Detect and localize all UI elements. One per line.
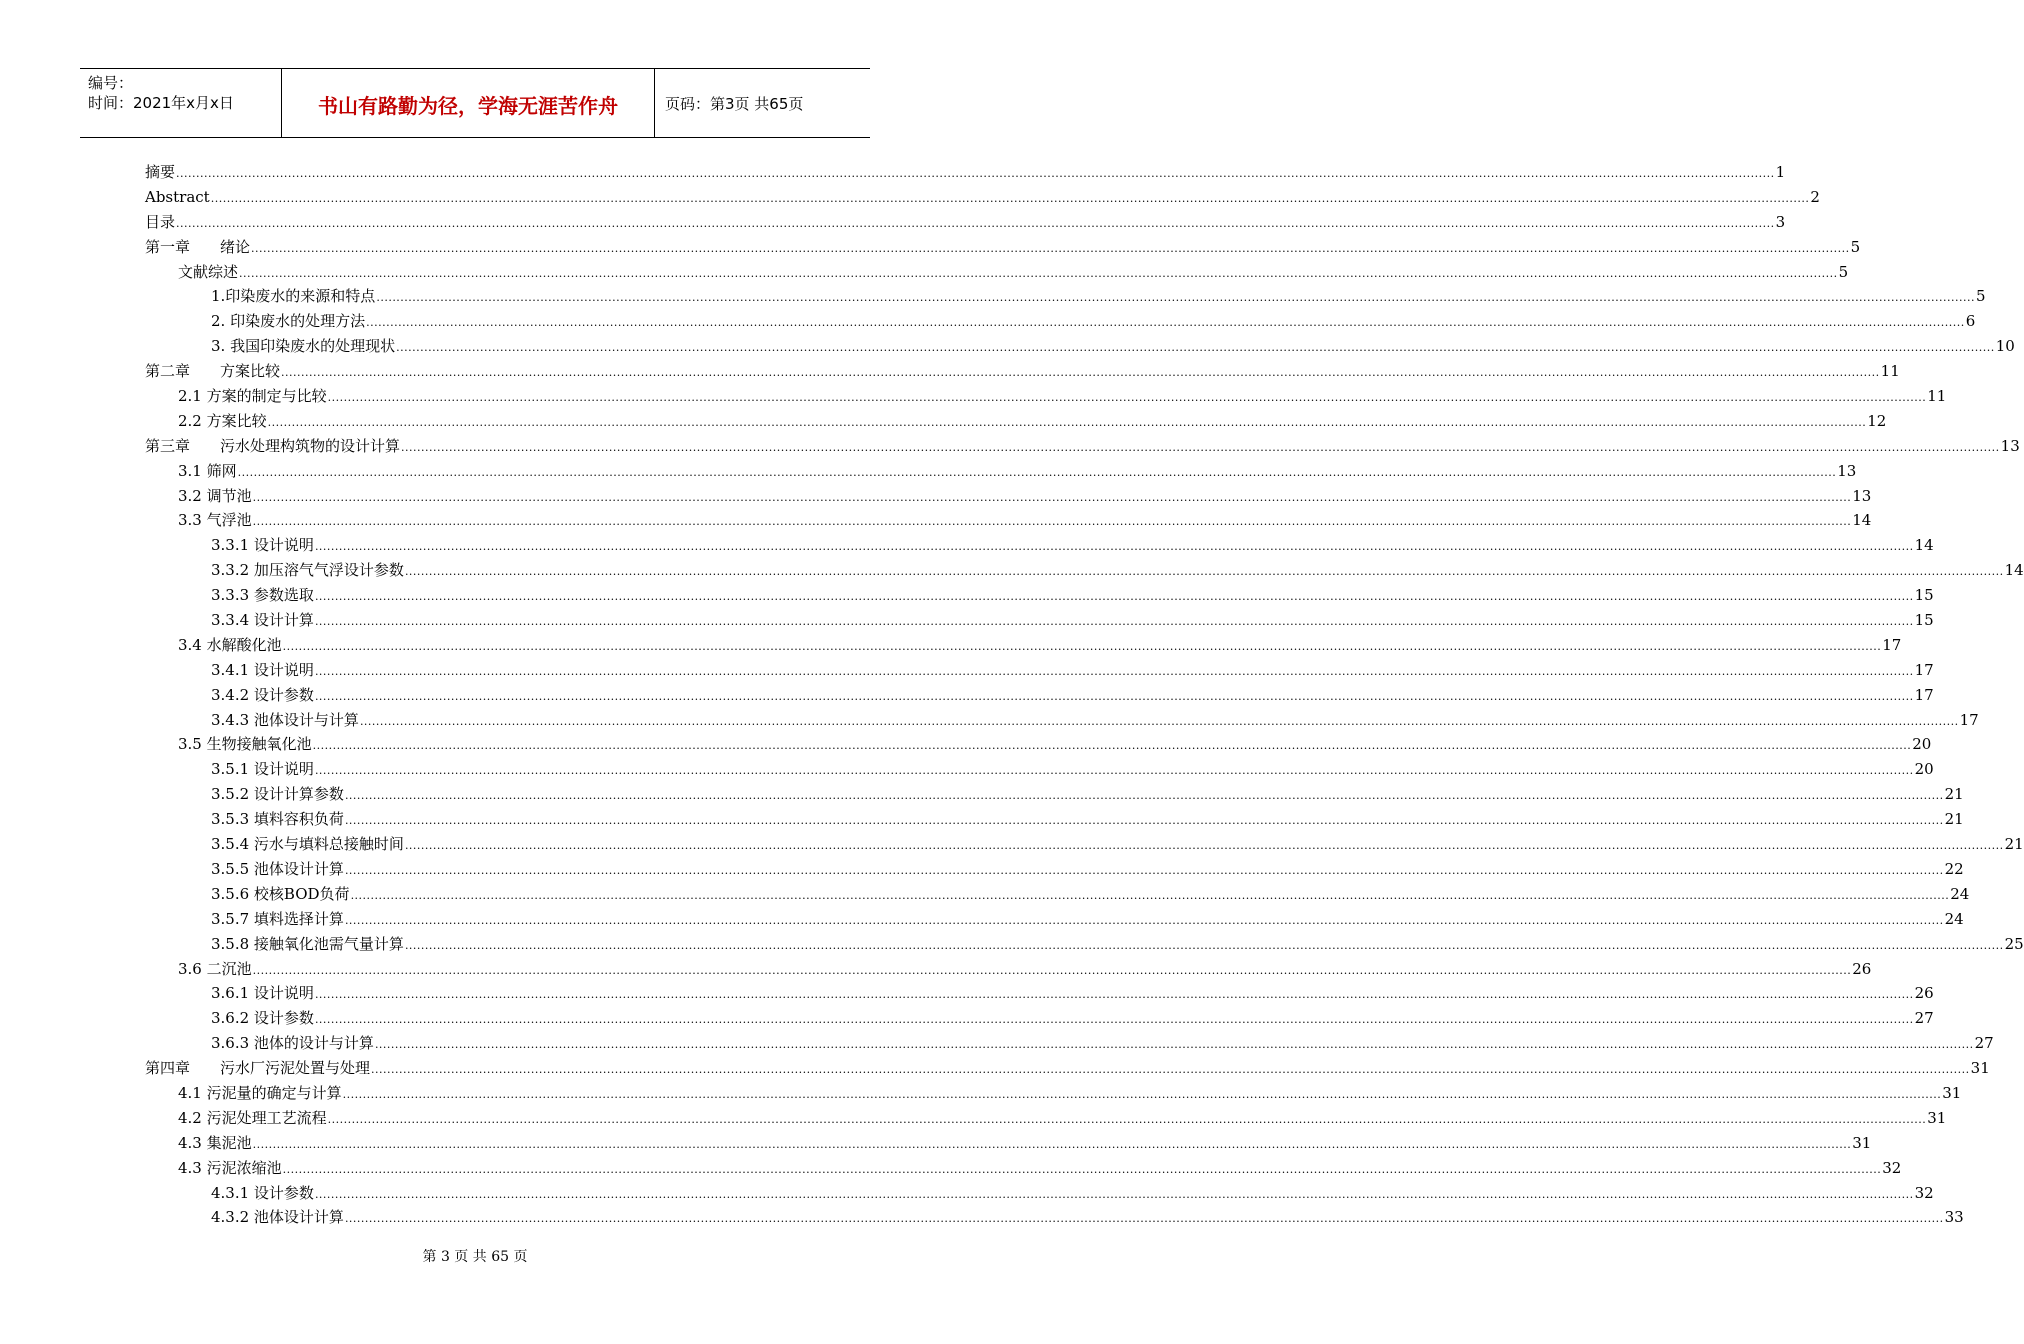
toc-dot-leader: ................................................................................................................................................................................................................................................................................................................................................................................................................ bbox=[239, 266, 1838, 280]
toc-entry-label: 3.3.4 设计计算 bbox=[211, 611, 314, 630]
header-motto: 书山有路勤为径，学海无涯苦作舟 bbox=[282, 69, 655, 137]
toc-entry-page: 20 bbox=[1912, 735, 1932, 754]
toc-entry-page: 31 bbox=[1970, 1059, 1990, 1078]
toc-dot-leader: ................................................................................................................................................................................................................................................................................................................................................................................................................ bbox=[210, 191, 1810, 205]
toc-entry-label: 第一章 绪论 bbox=[145, 237, 251, 256]
toc-entry-page: 27 bbox=[1974, 1034, 1994, 1053]
toc-entry-page: 5 bbox=[1975, 287, 1986, 306]
toc-dot-leader: ................................................................................................................................................................................................................................................................................................................................................................................................................ bbox=[314, 1013, 1914, 1027]
toc-entry-page: 12 bbox=[1867, 411, 1887, 430]
toc-entry-label: 3.5.5 池体设计计算 bbox=[211, 859, 344, 878]
toc-entry-page: 14 bbox=[1914, 536, 1934, 555]
toc-entry[interactable] bbox=[145, 1006, 1934, 1031]
toc-entry-page: 5 bbox=[1850, 237, 1861, 256]
toc-entry-page: 31 bbox=[1852, 1133, 1872, 1152]
page-footer: 第 3 页 共 65 页 bbox=[422, 1249, 528, 1265]
toc-entry-label: 第三章 污水处理构筑物的设计计算 bbox=[145, 436, 401, 455]
toc-dot-leader: ................................................................................................................................................................................................................................................................................................................................................................................................................ bbox=[282, 639, 1882, 653]
toc-entry[interactable] bbox=[145, 583, 1934, 608]
toc-entry[interactable] bbox=[145, 484, 1872, 509]
toc-dot-leader: ................................................................................................................................................................................................................................................................................................................................................................................................................ bbox=[252, 490, 1852, 504]
toc-dot-leader: ................................................................................................................................................................................................................................................................................................................................................................................................................ bbox=[344, 789, 1944, 803]
toc-entry-label: 3.3 气浮池 bbox=[178, 511, 252, 530]
toc-dot-leader: ................................................................................................................................................................................................................................................................................................................................................................................................................ bbox=[404, 938, 2004, 952]
toc-entry[interactable] bbox=[145, 1056, 1990, 1081]
toc-entry-label: 摘要 bbox=[145, 163, 176, 181]
toc-entry-page: 17 bbox=[1914, 660, 1934, 679]
toc-entry-label: 目录 bbox=[145, 212, 176, 231]
toc-entry-page: 11 bbox=[1927, 387, 1947, 406]
toc-dot-leader: ................................................................................................................................................................................................................................................................................................................................................................................................................ bbox=[252, 1137, 1852, 1151]
toc-entry-label: 3.6.3 池体的设计与计算 bbox=[211, 1034, 374, 1053]
toc-dot-leader: ................................................................................................................................................................................................................................................................................................................................................................................................................ bbox=[314, 615, 1914, 629]
header-page-info: 页码：第3页 共65页 bbox=[665, 94, 804, 113]
toc-entry-page: 5 bbox=[1838, 262, 1849, 281]
toc-dot-leader: ................................................................................................................................................................................................................................................................................................................................................................................................................ bbox=[251, 241, 1850, 255]
toc-entry-label: 3.4 水解酸化池 bbox=[178, 635, 282, 654]
toc-entry-page: 13 bbox=[2000, 436, 2020, 455]
toc-entry[interactable] bbox=[145, 832, 2024, 857]
toc-dot-leader: ................................................................................................................................................................................................................................................................................................................................................................................................................ bbox=[314, 764, 1914, 778]
toc-entry-page: 21 bbox=[1944, 785, 1964, 804]
toc-entry[interactable] bbox=[145, 1156, 1902, 1181]
toc-entry[interactable] bbox=[145, 533, 1934, 558]
toc-dot-leader: ................................................................................................................................................................................................................................................................................................................................................................................................................ bbox=[344, 814, 1944, 828]
toc-entry-page: 15 bbox=[1914, 611, 1934, 630]
toc-entry-label: 3.1 筛网 bbox=[178, 461, 237, 480]
toc-entry-page: 2 bbox=[1810, 187, 1820, 206]
toc-entry-page: 17 bbox=[1882, 635, 1902, 654]
toc-entry-page: 21 bbox=[1944, 810, 1964, 829]
toc-dot-leader: ................................................................................................................................................................................................................................................................................................................................................................................................................ bbox=[404, 839, 2004, 853]
toc-entry[interactable] bbox=[145, 683, 1934, 708]
toc-entry-page: 26 bbox=[1852, 959, 1872, 978]
toc-entry[interactable] bbox=[145, 210, 1786, 235]
toc-entry[interactable] bbox=[145, 1181, 1934, 1206]
toc-entry-label: 3.6 二沉池 bbox=[178, 959, 252, 978]
toc-entry[interactable] bbox=[145, 508, 1872, 533]
toc-entry-label: 4.3.2 池体设计计算 bbox=[211, 1208, 344, 1227]
toc-entry[interactable] bbox=[145, 882, 1970, 907]
toc-entry[interactable] bbox=[145, 782, 1964, 807]
toc-dot-leader: ................................................................................................................................................................................................................................................................................................................................................................................................................ bbox=[350, 888, 1950, 902]
toc-dot-leader: ................................................................................................................................................................................................................................................................................................................................................................................................................ bbox=[282, 1162, 1882, 1176]
toc-dot-leader: ................................................................................................................................................................................................................................................................................................................................................................................................................ bbox=[371, 1063, 1970, 1077]
serial-label: 编号： bbox=[88, 74, 134, 92]
toc-entry-label: 3.3.3 参数选取 bbox=[211, 586, 314, 605]
toc-dot-leader: ................................................................................................................................................................................................................................................................................................................................................................................................................ bbox=[281, 366, 1880, 380]
toc-entry-label: 3.4.3 池体设计与计算 bbox=[211, 710, 359, 729]
toc-entry-label: Abstract bbox=[145, 187, 210, 206]
page-header bbox=[80, 68, 870, 138]
toc-entry-page: 32 bbox=[1914, 1183, 1934, 1202]
toc-dot-leader: ................................................................................................................................................................................................................................................................................................................................................................................................................ bbox=[314, 1187, 1914, 1201]
toc-entry[interactable] bbox=[145, 185, 1820, 210]
toc-entry-label: 3.6.2 设计参数 bbox=[211, 1009, 314, 1028]
toc-entry[interactable] bbox=[145, 409, 1887, 434]
toc-entry[interactable] bbox=[145, 1106, 1947, 1131]
toc-entry-page: 24 bbox=[1944, 909, 1964, 928]
toc-entry-page: 14 bbox=[1852, 511, 1872, 530]
toc-entry[interactable] bbox=[145, 1031, 1994, 1056]
toc-entry[interactable] bbox=[145, 633, 1902, 658]
toc-entry-page: 25 bbox=[2004, 934, 2024, 953]
toc-entry-label: 3.4.2 设计参数 bbox=[211, 685, 314, 704]
toc-entry-label: 4.3.1 设计参数 bbox=[211, 1183, 314, 1202]
toc-entry-page: 10 bbox=[1995, 337, 2015, 356]
toc-entry-page: 6 bbox=[1965, 312, 1976, 331]
toc-dot-leader: ................................................................................................................................................................................................................................................................................................................................................................................................................ bbox=[366, 316, 1965, 330]
toc-entry-label: 第四章 污水厂污泥处置与处理 bbox=[145, 1059, 371, 1078]
toc-entry-page: 13 bbox=[1852, 486, 1872, 505]
toc-dot-leader: ................................................................................................................................................................................................................................................................................................................................................................................................................ bbox=[314, 664, 1914, 678]
toc-entry-page: 3 bbox=[1775, 212, 1786, 231]
toc-entry[interactable] bbox=[145, 608, 1934, 633]
toc-dot-leader: ................................................................................................................................................................................................................................................................................................................................................................................................................ bbox=[327, 1112, 1927, 1126]
toc-entry[interactable] bbox=[145, 1205, 1964, 1230]
toc-dot-leader: ................................................................................................................................................................................................................................................................................................................................................................................................................ bbox=[267, 415, 1867, 429]
toc-dot-leader: ................................................................................................................................................................................................................................................................................................................................................................................................................ bbox=[401, 440, 2000, 454]
toc-dot-leader: ................................................................................................................................................................................................................................................................................................................................................................................................................ bbox=[176, 167, 1775, 180]
toc-entry-label: 3.5 生物接触氧化池 bbox=[178, 735, 312, 754]
toc-dot-leader: ................................................................................................................................................................................................................................................................................................................................................................................................................ bbox=[342, 1087, 1942, 1101]
toc-entry[interactable] bbox=[145, 732, 1932, 757]
toc-entry[interactable] bbox=[145, 1081, 1962, 1106]
toc-entry-page: 22 bbox=[1944, 859, 1964, 878]
toc-dot-leader: ................................................................................................................................................................................................................................................................................................................................................................................................................ bbox=[344, 1212, 1944, 1226]
toc-entry[interactable] bbox=[145, 359, 1900, 384]
toc-entry-page: 14 bbox=[2004, 561, 2024, 580]
toc-entry-label: 2.2 方案比较 bbox=[178, 411, 267, 430]
date-label: 时间：2021年x月x日 bbox=[88, 94, 234, 112]
toc-entry-page: 27 bbox=[1914, 1009, 1934, 1028]
toc-entry[interactable] bbox=[145, 757, 1934, 782]
toc-entry-label: 4.2 污泥处理工艺流程 bbox=[178, 1108, 327, 1127]
toc-entry-page: 13 bbox=[1837, 461, 1857, 480]
toc-dot-leader: ................................................................................................................................................................................................................................................................................................................................................................................................................ bbox=[252, 515, 1852, 529]
toc-entry-label: 3.5.2 设计计算参数 bbox=[211, 785, 344, 804]
toc-entry-label: 3.5.4 污水与填料总接触时间 bbox=[211, 835, 404, 854]
toc-dot-leader: ................................................................................................................................................................................................................................................................................................................................................................................................................ bbox=[312, 739, 1912, 753]
toc-entry-label: 2.1 方案的制定与比较 bbox=[178, 387, 327, 406]
toc-entry-label: 3. 我国印染废水的处理现状 bbox=[211, 337, 396, 356]
toc-entry[interactable] bbox=[145, 658, 1934, 683]
toc-entry-label: 4.3 集泥池 bbox=[178, 1133, 252, 1152]
toc-entry[interactable] bbox=[145, 459, 1857, 484]
toc-entry[interactable] bbox=[145, 284, 1986, 309]
toc-entry-label: 4.3 污泥浓缩池 bbox=[178, 1158, 282, 1177]
toc-entry-page: 17 bbox=[1959, 710, 1979, 729]
toc-dot-leader: ................................................................................................................................................................................................................................................................................................................................................................................................................ bbox=[404, 565, 2004, 579]
toc-entry-label: 3.4.1 设计说明 bbox=[211, 660, 314, 679]
toc-entry-page: 15 bbox=[1914, 586, 1934, 605]
toc-entry-label: 3.3.1 设计说明 bbox=[211, 536, 314, 555]
toc-dot-leader: ................................................................................................................................................................................................................................................................................................................................................................................................................ bbox=[344, 863, 1944, 877]
toc-entry-page: 32 bbox=[1882, 1158, 1902, 1177]
toc-entry[interactable] bbox=[145, 932, 2024, 957]
toc-entry-label: 3.3.2 加压溶气气浮设计参数 bbox=[211, 561, 404, 580]
toc-entry-page: 17 bbox=[1914, 685, 1934, 704]
toc-entry-page: 20 bbox=[1914, 760, 1934, 779]
toc-entry-page: 11 bbox=[1880, 362, 1900, 381]
toc-dot-leader: ................................................................................................................................................................................................................................................................................................................................................................................................................ bbox=[237, 465, 1837, 479]
toc-entry[interactable] bbox=[145, 160, 1786, 185]
toc-entry[interactable] bbox=[145, 235, 1861, 260]
toc-entry-label: 3.2 调节池 bbox=[178, 486, 252, 505]
toc-entry[interactable] bbox=[145, 1131, 1872, 1156]
toc-entry-page: 31 bbox=[1942, 1083, 1962, 1102]
toc-entry[interactable] bbox=[145, 807, 1964, 832]
toc-entry-label: 3.5.3 填料容积负荷 bbox=[211, 810, 344, 829]
toc-dot-leader: ................................................................................................................................................................................................................................................................................................................................................................................................................ bbox=[314, 590, 1914, 604]
toc-dot-leader: ................................................................................................................................................................................................................................................................................................................................................................................................................ bbox=[314, 689, 1914, 703]
toc-dot-leader: ................................................................................................................................................................................................................................................................................................................................................................................................................ bbox=[374, 1038, 1974, 1052]
toc-dot-leader: ................................................................................................................................................................................................................................................................................................................................................................................................................ bbox=[176, 216, 1775, 230]
toc-entry[interactable] bbox=[145, 708, 1979, 733]
toc-dot-leader: ................................................................................................................................................................................................................................................................................................................................................................................................................ bbox=[396, 341, 1995, 355]
header-meta bbox=[80, 69, 282, 137]
toc-entry-label: 3.5.8 接触氧化池需气量计算 bbox=[211, 934, 404, 953]
toc-dot-leader: ................................................................................................................................................................................................................................................................................................................................................................................................................ bbox=[252, 963, 1852, 977]
toc-entry[interactable] bbox=[145, 957, 1872, 982]
toc-entry[interactable] bbox=[145, 981, 1934, 1006]
toc-entry-page: 21 bbox=[2004, 835, 2024, 854]
toc-entry-label: 1.印染废水的来源和特点 bbox=[211, 287, 376, 306]
toc-entry-label: 3.5.1 设计说明 bbox=[211, 760, 314, 779]
toc-entry[interactable] bbox=[145, 857, 1964, 882]
toc-entry-label: 2. 印染废水的处理方法 bbox=[211, 312, 366, 331]
toc-entry-page: 31 bbox=[1927, 1108, 1947, 1127]
table-of-contents bbox=[145, 160, 2024, 1230]
toc-dot-leader: ................................................................................................................................................................................................................................................................................................................................................................................................................ bbox=[359, 714, 1959, 728]
toc-dot-leader: ................................................................................................................................................................................................................................................................................................................................................................................................................ bbox=[314, 540, 1914, 554]
toc-entry-page: 1 bbox=[1775, 163, 1786, 181]
toc-entry[interactable] bbox=[145, 384, 1947, 409]
toc-entry-page: 26 bbox=[1914, 984, 1934, 1003]
toc-entry[interactable] bbox=[145, 260, 1849, 285]
toc-dot-leader: ................................................................................................................................................................................................................................................................................................................................................................................................................ bbox=[314, 988, 1914, 1002]
toc-entry-label: 3.5.6 校核BOD负荷 bbox=[211, 884, 350, 903]
toc-entry[interactable] bbox=[145, 907, 1964, 932]
toc-entry[interactable] bbox=[145, 309, 1976, 334]
toc-entry-label: 3.5.7 填料选择计算 bbox=[211, 909, 344, 928]
toc-entry[interactable] bbox=[145, 558, 2024, 583]
toc-dot-leader: ................................................................................................................................................................................................................................................................................................................................................................................................................ bbox=[327, 391, 1927, 405]
toc-entry[interactable] bbox=[145, 334, 2015, 359]
toc-dot-leader: ................................................................................................................................................................................................................................................................................................................................................................................................................ bbox=[344, 913, 1944, 927]
toc-entry-label: 第二章 方案比较 bbox=[145, 362, 281, 381]
toc-entry-label: 4.1 污泥量的确定与计算 bbox=[178, 1083, 342, 1102]
toc-dot-leader: ................................................................................................................................................................................................................................................................................................................................................................................................................ bbox=[376, 291, 1975, 305]
toc-entry-page: 24 bbox=[1950, 884, 1970, 903]
toc-entry[interactable] bbox=[145, 434, 2020, 459]
toc-entry-label: 3.6.1 设计说明 bbox=[211, 984, 314, 1003]
toc-entry-label: 文献综述 bbox=[178, 262, 239, 281]
toc-entry-page: 33 bbox=[1944, 1208, 1964, 1227]
